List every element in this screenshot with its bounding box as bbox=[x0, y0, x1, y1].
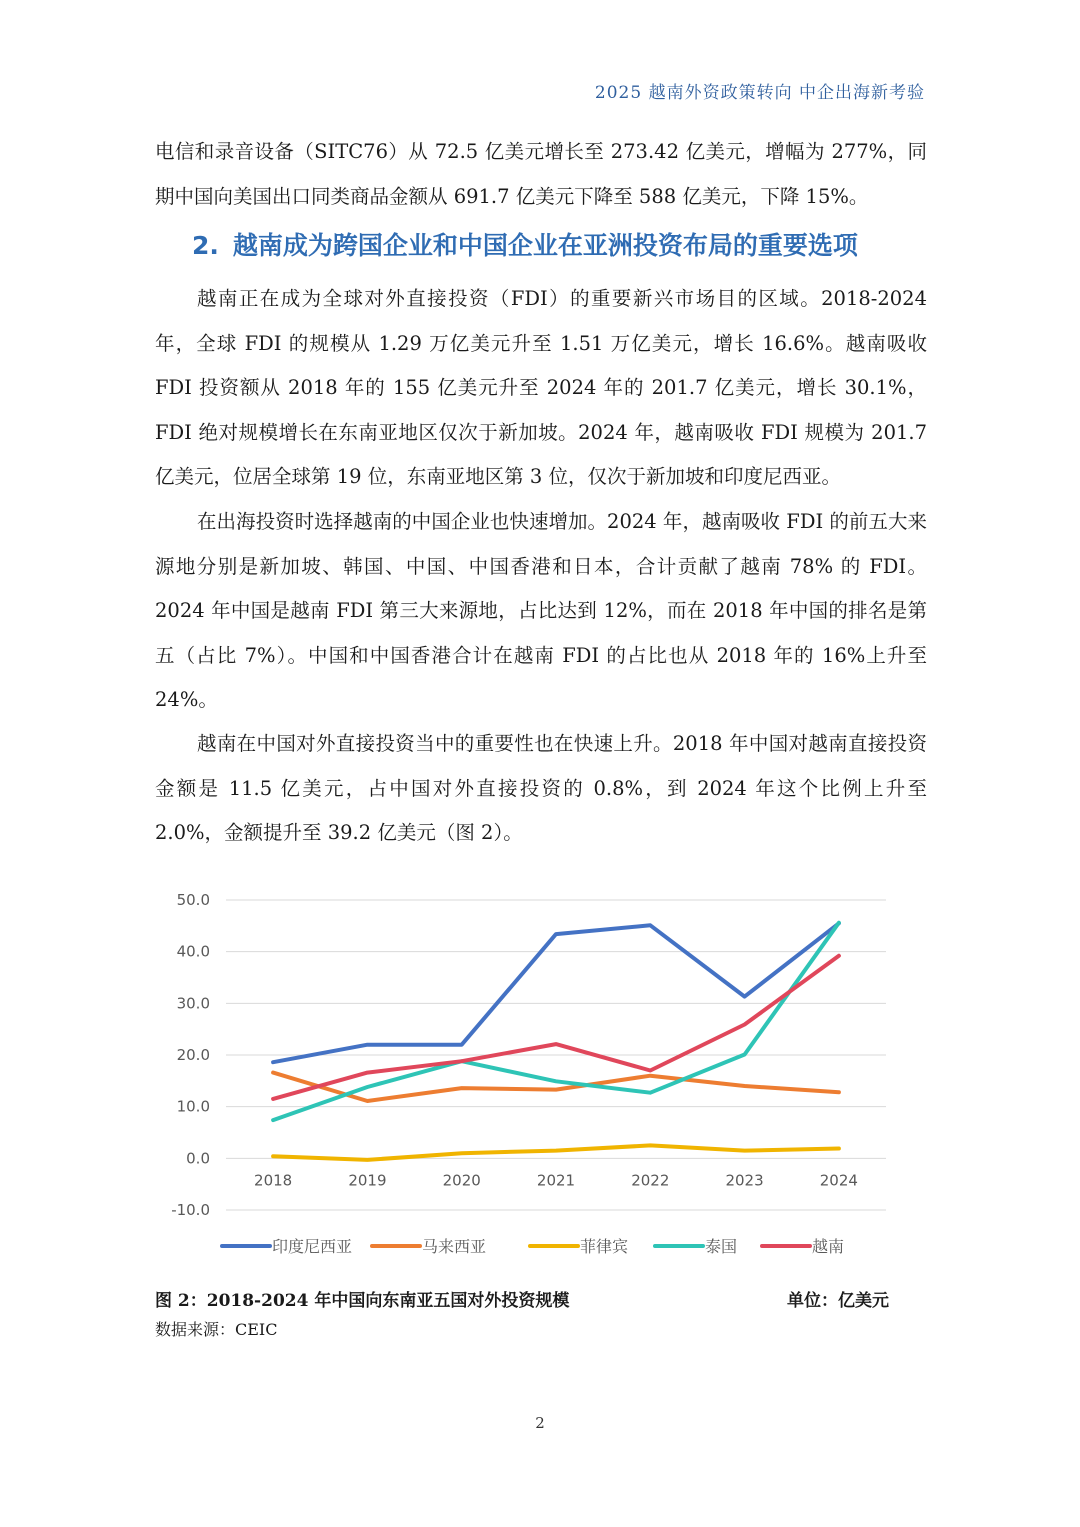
paragraph-china-odi: 越南在中国对外直接投资当中的重要性也在快速上升。2018 年中国对越南直接投资金额是 11.5 亿美元，占中国对外直接投资的 0.8%，到 2024 年这个比例上升至 2.0%，金额提升至 39.2 亿美元（图 2）。 bbox=[155, 732, 927, 844]
legend-label: 泰国 bbox=[705, 1237, 738, 1256]
y-tick-label: 40.0 bbox=[176, 942, 210, 961]
y-tick-label: 50.0 bbox=[176, 891, 210, 909]
line-chart bbox=[150, 878, 900, 1273]
x-tick-label: 2019 bbox=[348, 1171, 387, 1190]
paragraph-fdi-overview: 越南正在成为全球对外直接投资（FDI）的重要新兴市场目的区域。2018-2024 年，全球 FDI 的规模从 1.29 万亿美元升至 1.51 万亿美元，增长 16.6%。越南吸收 FDI 投资额从 2018 年的 155 亿美元升至 2024 年的 201.7 亿美元，增长 30.1%，FDI 绝对规模增长在东南亚地区仅次于新加坡。2024 年，越南吸收 FDI 规模为 201.7 亿美元，位居全球第 19 位，东南亚地区第 3 位，仅次于新加坡和印度尼西亚。 bbox=[155, 287, 927, 488]
section-number: 2. bbox=[192, 231, 219, 260]
section-title: 越南成为跨国企业和中国企业在亚洲投资布局的重要选项 bbox=[232, 231, 858, 260]
series-line bbox=[273, 956, 839, 1099]
running-header: 2025 越南外资政策转向 中企出海新考验 bbox=[594, 83, 925, 103]
section-heading bbox=[192, 226, 858, 262]
legend-label: 马来西亚 bbox=[422, 1237, 487, 1256]
figure-source: 数据来源：CEIC bbox=[155, 1320, 278, 1339]
legend-label: 菲律宾 bbox=[580, 1237, 629, 1256]
legend-label: 印度尼西亚 bbox=[272, 1237, 353, 1256]
paragraph-continuation: 电信和录音设备（SITC76）从 72.5 亿美元增长至 273.42 亿美元，增幅为 277%，同期中国向美国出口同类商品金额从 691.7 亿美元下降至 588 亿美元，下降 15%。 bbox=[155, 140, 927, 208]
x-tick-label: 2018 bbox=[254, 1171, 293, 1190]
x-tick-label: 2021 bbox=[536, 1171, 576, 1190]
legend-label: 越南 bbox=[812, 1237, 845, 1256]
y-tick-label: 10.0 bbox=[176, 1097, 210, 1116]
x-tick-label: 2024 bbox=[819, 1171, 858, 1190]
y-tick-label: 20.0 bbox=[176, 1046, 210, 1064]
series-line bbox=[273, 1145, 839, 1160]
page-number: 2 bbox=[535, 1414, 545, 1432]
x-tick-label: 2022 bbox=[631, 1171, 670, 1190]
figure-caption: 图 2：2018-2024 年中国向东南亚五国对外投资规模 bbox=[155, 1291, 570, 1311]
paragraph-china-enterprises: 在出海投资时选择越南的中国企业也快速增加。2024 年，越南吸收 FDI 的前五大来源地分别是新加坡、韩国、中国、中国香港和日本，合计贡献了越南 78% 的 FDI。2024 年中国是越南 FDI 第三大来源地，占比达到 12%，而在 2018 年中国的排名是第五（占比 7%）。中国和中国香港合计在越南 FDI 的占比也从 2018 年的 16%上升至 24%。 bbox=[155, 510, 927, 711]
y-tick-label: 30.0 bbox=[176, 994, 210, 1013]
x-tick-label: 2023 bbox=[725, 1171, 764, 1190]
y-tick-label: 0.0 bbox=[186, 1149, 210, 1168]
x-tick-label: 2020 bbox=[442, 1171, 481, 1190]
y-tick-label: -10.0 bbox=[171, 1201, 210, 1219]
figure-unit: 单位：亿美元 bbox=[787, 1291, 889, 1311]
